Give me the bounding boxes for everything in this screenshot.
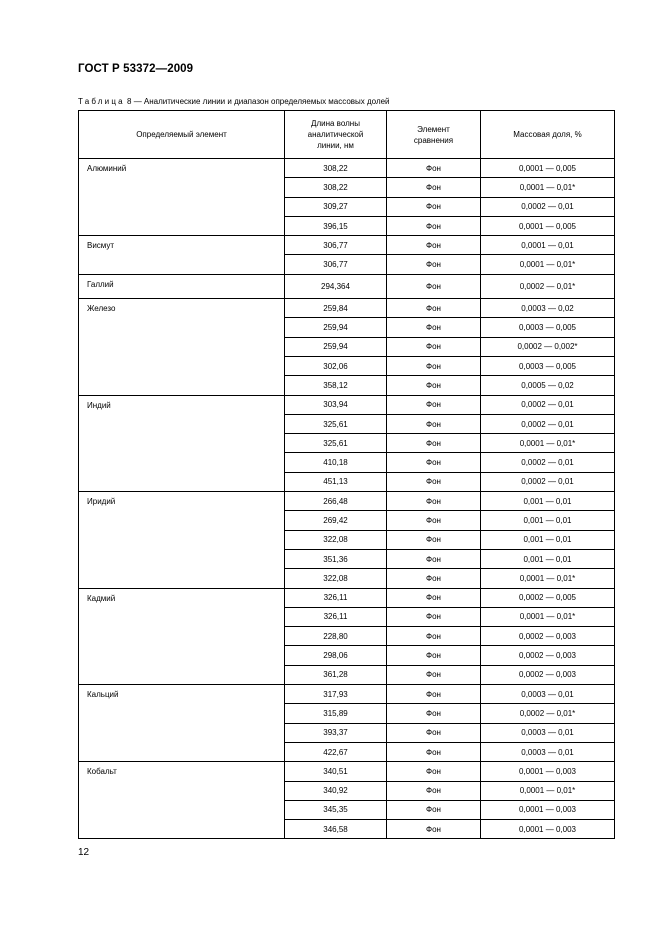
mass-fraction-cell: 0,0002 — 0,01 [481, 197, 615, 216]
mass-fraction-cell: 0,0002 — 0,01 [481, 453, 615, 472]
wavelength-cell: 259,94 [285, 318, 387, 337]
reference-cell: Фон [387, 704, 481, 723]
table-row [79, 588, 615, 607]
mass-fraction-cell: 0,001 — 0,01 [481, 511, 615, 530]
reference-cell: Фон [387, 549, 481, 568]
wavelength-cell: 326,11 [285, 607, 387, 626]
mass-fraction-cell: 0,0001 — 0,003 [481, 762, 615, 781]
wavelength-cell: 351,36 [285, 549, 387, 568]
wavelength-cell: 410,18 [285, 453, 387, 472]
column-header-wavelength: Длина волны аналитической линии, нм [285, 111, 387, 159]
reference-cell: Фон [387, 395, 481, 414]
mass-fraction-cell: 0,0002 — 0,01* [481, 274, 615, 298]
mass-fraction-cell: 0,0001 — 0,01 [481, 236, 615, 255]
element-name-cell: Кальций [79, 685, 285, 762]
reference-cell: Фон [387, 646, 481, 665]
wavelength-cell: 358,12 [285, 376, 387, 395]
reference-cell: Фон [387, 665, 481, 684]
reference-cell: Фон [387, 472, 481, 491]
mass-fraction-cell: 0,0002 — 0,003 [481, 665, 615, 684]
reference-cell: Фон [387, 274, 481, 298]
reference-cell: Фон [387, 255, 481, 274]
table-body [79, 159, 615, 839]
mass-fraction-cell: 0,0002 — 0,002* [481, 337, 615, 356]
column-header-element: Определяемый элемент [79, 111, 285, 159]
mass-fraction-cell: 0,0002 — 0,01 [481, 414, 615, 433]
reference-cell: Фон [387, 376, 481, 395]
document-header: ГОСТ Р 53372—2009 [78, 63, 194, 75]
column-header-reference: Элемент сравнения [387, 111, 481, 159]
reference-cell: Фон [387, 356, 481, 375]
wavelength-cell: 306,77 [285, 236, 387, 255]
wavelength-cell: 340,92 [285, 781, 387, 800]
wavelength-cell: 308,22 [285, 159, 387, 178]
wavelength-cell: 322,08 [285, 530, 387, 549]
table-row [79, 762, 615, 781]
data-table [78, 110, 615, 839]
mass-fraction-cell: 0,0001 — 0,01* [481, 255, 615, 274]
table-header-row [79, 111, 615, 159]
element-name-cell: Индий [79, 395, 285, 491]
mass-fraction-cell: 0,0001 — 0,005 [481, 216, 615, 235]
wavelength-cell: 317,93 [285, 685, 387, 704]
table-row [79, 159, 615, 178]
mass-fraction-cell: 0,0003 — 0,01 [481, 685, 615, 704]
element-name-cell: Кобальт [79, 762, 285, 839]
reference-cell: Фон [387, 337, 481, 356]
table-row [79, 236, 615, 255]
element-name-cell: Висмут [79, 236, 285, 275]
caption-label: Таблица [78, 97, 125, 106]
mass-fraction-cell: 0,0001 — 0,005 [481, 159, 615, 178]
mass-fraction-cell: 0,0001 — 0,003 [481, 820, 615, 839]
reference-cell: Фон [387, 762, 481, 781]
wavelength-cell: 309,27 [285, 197, 387, 216]
mass-fraction-cell: 0,0002 — 0,01* [481, 704, 615, 723]
element-name-cell: Алюминий [79, 159, 285, 236]
element-name-cell: Кадмий [79, 588, 285, 684]
reference-cell: Фон [387, 216, 481, 235]
reference-cell: Фон [387, 530, 481, 549]
page-number: 12 [78, 847, 90, 858]
column-header-mass-fraction: Массовая доля, % [481, 111, 615, 159]
element-name-cell: Железо [79, 299, 285, 395]
wavelength-cell: 269,42 [285, 511, 387, 530]
reference-cell: Фон [387, 820, 481, 839]
mass-fraction-cell: 0,0003 — 0,02 [481, 299, 615, 318]
wavelength-cell: 346,58 [285, 820, 387, 839]
mass-fraction-cell: 0,001 — 0,01 [481, 549, 615, 568]
mass-fraction-cell: 0,0001 — 0,003 [481, 800, 615, 819]
reference-cell: Фон [387, 569, 481, 588]
wavelength-cell: 396,15 [285, 216, 387, 235]
mass-fraction-cell: 0,0003 — 0,005 [481, 318, 615, 337]
wavelength-cell: 393,37 [285, 723, 387, 742]
wavelength-cell: 259,94 [285, 337, 387, 356]
wavelength-cell: 259,84 [285, 299, 387, 318]
reference-cell: Фон [387, 588, 481, 607]
wavelength-cell: 361,28 [285, 665, 387, 684]
wavelength-cell: 294,364 [285, 274, 387, 298]
mass-fraction-cell: 0,001 — 0,01 [481, 492, 615, 511]
wavelength-cell: 303,94 [285, 395, 387, 414]
mass-fraction-cell: 0,001 — 0,01 [481, 530, 615, 549]
wavelength-cell: 266,48 [285, 492, 387, 511]
mass-fraction-cell: 0,0003 — 0,01 [481, 742, 615, 761]
reference-cell: Фон [387, 197, 481, 216]
reference-cell: Фон [387, 236, 481, 255]
caption-number: 8 [127, 97, 132, 106]
reference-cell: Фон [387, 318, 481, 337]
reference-cell: Фон [387, 453, 481, 472]
mass-fraction-cell: 0,0003 — 0,01 [481, 723, 615, 742]
reference-cell: Фон [387, 685, 481, 704]
reference-cell: Фон [387, 511, 481, 530]
reference-cell: Фон [387, 492, 481, 511]
reference-cell: Фон [387, 159, 481, 178]
reference-cell: Фон [387, 434, 481, 453]
reference-cell: Фон [387, 178, 481, 197]
mass-fraction-cell: 0,0001 — 0,01* [481, 569, 615, 588]
mass-fraction-cell: 0,0001 — 0,01* [481, 434, 615, 453]
reference-cell: Фон [387, 607, 481, 626]
caption-text: — Аналитические линии и диапазон определяемых массовых долей [133, 97, 390, 106]
wavelength-cell: 345,35 [285, 800, 387, 819]
wavelength-cell: 298,06 [285, 646, 387, 665]
wavelength-cell: 340,51 [285, 762, 387, 781]
element-name-cell: Иридий [79, 492, 285, 588]
mass-fraction-cell: 0,0002 — 0,01 [481, 472, 615, 491]
mass-fraction-cell: 0,0001 — 0,01* [481, 781, 615, 800]
element-name-cell: Галлий [79, 274, 285, 298]
wavelength-cell: 315,89 [285, 704, 387, 723]
wavelength-cell: 228,80 [285, 627, 387, 646]
reference-cell: Фон [387, 299, 481, 318]
wavelength-cell: 451,13 [285, 472, 387, 491]
reference-cell: Фон [387, 742, 481, 761]
wavelength-cell: 325,61 [285, 434, 387, 453]
wavelength-cell: 322,08 [285, 569, 387, 588]
table-row [79, 395, 615, 414]
mass-fraction-cell: 0,0002 — 0,005 [481, 588, 615, 607]
table-caption [78, 97, 390, 106]
reference-cell: Фон [387, 723, 481, 742]
wavelength-cell: 325,61 [285, 414, 387, 433]
mass-fraction-cell: 0,0002 — 0,003 [481, 646, 615, 665]
reference-cell: Фон [387, 627, 481, 646]
mass-fraction-cell: 0,0002 — 0,01 [481, 395, 615, 414]
table-row [79, 492, 615, 511]
wavelength-cell: 308,22 [285, 178, 387, 197]
wavelength-cell: 422,67 [285, 742, 387, 761]
table-row [79, 685, 615, 704]
wavelength-cell: 306,77 [285, 255, 387, 274]
wavelength-cell: 302,06 [285, 356, 387, 375]
reference-cell: Фон [387, 800, 481, 819]
wavelength-cell: 326,11 [285, 588, 387, 607]
mass-fraction-cell: 0,0001 — 0,01* [481, 178, 615, 197]
mass-fraction-cell: 0,0003 — 0,005 [481, 356, 615, 375]
table-row [79, 299, 615, 318]
reference-cell: Фон [387, 414, 481, 433]
mass-fraction-cell: 0,0002 — 0,003 [481, 627, 615, 646]
table-row [79, 274, 615, 298]
mass-fraction-cell: 0,0001 — 0,01* [481, 607, 615, 626]
reference-cell: Фон [387, 781, 481, 800]
mass-fraction-cell: 0,0005 — 0,02 [481, 376, 615, 395]
